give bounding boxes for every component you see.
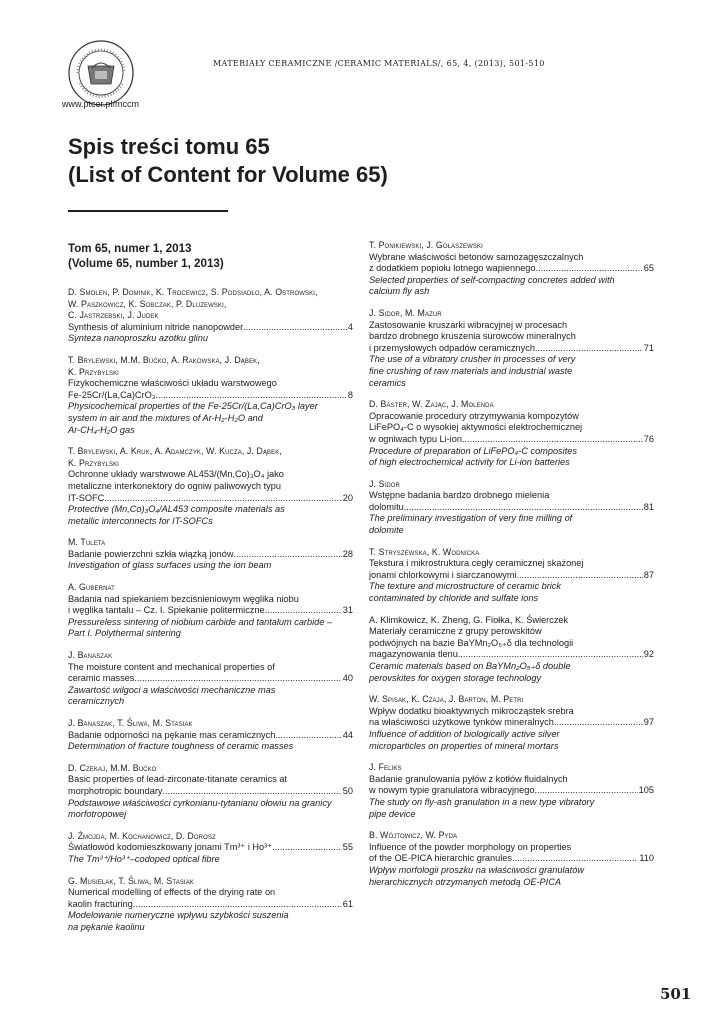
entry-title-line: Wybrane właściwości betonów samozagęszczalnych — [369, 251, 584, 262]
entry-page-number[interactable]: 40 — [342, 673, 353, 684]
entry-authors: W. Paszkowicz, K. Sobczak, P. Dluzewski, — [68, 298, 227, 309]
journal-url[interactable]: www.ptcer.pl/mccm — [62, 99, 140, 109]
toc-entry[interactable] — [68, 537, 353, 572]
entry-translated-title: ceramics — [369, 377, 406, 388]
volume-heading-line-2: (Volume 65, number 1, 2013) — [68, 257, 224, 270]
toc-entry[interactable] — [369, 547, 654, 605]
entry-title-text: Badanie powierzchni szkła wiązką jonów — [68, 548, 234, 559]
entry-translated-title: Podstawowe właściwości cyrkonianu-tytanianu ołowiu na granicy — [68, 797, 332, 808]
entry-title-line — [68, 899, 353, 911]
entry-title-line: Zastosowanie kruszarki wibracyjnej w procesach — [369, 319, 568, 330]
title-line-2: (List of Content for Volume 65) — [68, 162, 388, 187]
entry-translated-title: The texture and microstructure of ceramic brick — [369, 581, 561, 592]
toc-entry[interactable] — [68, 355, 353, 436]
entry-authors: T. Ponikiewski, J. Gołaszewski — [369, 240, 483, 250]
entry-translated-title: pipe device — [369, 808, 416, 819]
entry-authors: J. Sidor — [369, 478, 400, 489]
entry-title-text: morphotropic boundary — [68, 785, 163, 796]
toc-right-column — [369, 240, 654, 898]
entry-title-text: Synthesis of aluminium nitride nanopowder — [68, 321, 244, 332]
entry-title-line — [369, 502, 654, 514]
entry-title-line: Badania nad spiekaniem bezciśnieniowym węglika niobu — [68, 593, 299, 604]
entry-page-number[interactable]: 31 — [342, 605, 353, 616]
leader-dots — [155, 390, 346, 402]
entry-page-number[interactable]: 76 — [643, 433, 654, 444]
leader-dots — [265, 605, 342, 617]
entry-title-line: Fizykochemiczne właściwości układu warstwowego — [68, 378, 277, 389]
entry-authors: K. Przybylski — [68, 457, 119, 468]
entry-authors: D. Smolen, P. Dominik, K. Trocewicz, S. Podsiadło, A. Ostrowski, — [68, 287, 318, 297]
entry-title-text: IT-SOFC — [68, 492, 105, 503]
entry-title-text: z dodatkiem popiołu lotnego wapiennego — [369, 263, 536, 274]
leader-dots — [134, 673, 341, 685]
toc-entry[interactable] — [369, 762, 654, 820]
entry-translated-title: Zawartość wilgoci a właściwości mechaniczne mas — [68, 684, 276, 695]
entry-authors: J. Feliks — [369, 762, 402, 773]
page-title — [68, 133, 388, 189]
entry-title-line — [369, 263, 654, 275]
entry-title-line — [369, 717, 654, 729]
entry-page-number[interactable]: 87 — [643, 569, 654, 580]
toc-entry[interactable] — [369, 615, 654, 685]
entry-translated-title: Wpływ morfologii proszku na właściwości granulatów — [369, 864, 584, 875]
toc-entry[interactable] — [68, 831, 353, 866]
volume-heading-line-1: Tom 65, numer 1, 2013 — [68, 242, 192, 255]
entry-page-number[interactable]: 28 — [342, 548, 353, 559]
entry-translated-title: na pękanie kaolinu — [68, 921, 145, 932]
entry-page-number[interactable]: 92 — [643, 649, 654, 660]
entry-title-text: Fe-25Cr/(La,Ca)CrO₃ — [68, 389, 156, 400]
entry-authors: J. Banaszak, T. Śliwa, M. Stasiak — [68, 718, 193, 728]
entry-title-line — [369, 853, 654, 865]
entry-title-line — [68, 493, 353, 505]
leader-dots — [512, 853, 638, 865]
entry-title-line: LiFePO₄-C o wysokiej aktywności elektrochemicznej — [369, 422, 583, 433]
entry-title-line — [68, 390, 353, 402]
leader-dots — [233, 549, 341, 561]
entry-title-line: Ochronne układy warstwowe AL453/(Mn,Co)₃O₄ jako — [68, 469, 284, 480]
entry-title-text: dolomitu — [369, 501, 404, 512]
leader-dots — [162, 786, 341, 798]
entry-title-line: Basic properties of lead-zirconate-titanate ceramics at — [68, 774, 288, 785]
entry-translated-title: morfotropowej — [68, 809, 127, 820]
leader-dots — [458, 649, 643, 661]
entry-title-text: i węglika tantalu – Cz. I. Spiekanie politermiczne — [68, 605, 265, 616]
toc-left-list — [68, 287, 353, 934]
entry-translated-title: The use of a vibratory crusher in processes of very — [369, 354, 576, 365]
entry-title-line — [369, 649, 654, 661]
leader-dots — [243, 322, 347, 334]
entry-translated-title: Synteza nanoproszku azotku glinu — [68, 333, 208, 344]
entry-page-number[interactable]: 50 — [342, 785, 353, 796]
entry-authors: J. Banaszak — [68, 650, 113, 661]
entry-page-number[interactable]: 4 — [347, 321, 353, 332]
entry-title-text: Światłowód kodomieszkowany jonami Tm³⁺ i Ho³⁺ — [68, 842, 273, 853]
entry-title-line: Numerical modelling of effects of the drying rate on — [68, 887, 276, 898]
entry-page-number[interactable]: 71 — [643, 342, 654, 353]
entry-translated-title: Investigation of glass surfaces using the ion beam — [68, 560, 272, 571]
entry-authors: A. Gubernat — [68, 582, 115, 593]
entry-translated-title: The Tm³⁺/Ho³⁺–codoped optical fibre — [68, 853, 220, 864]
entry-title-text: of the OE-PICA hierarchic granules — [369, 853, 512, 864]
entry-translated-title: Ar-CH₄-H₂O gas — [68, 424, 135, 435]
toc-entry[interactable] — [68, 287, 353, 345]
page-number: 501 — [660, 985, 692, 1003]
leader-dots — [535, 343, 643, 355]
entry-translated-title: system in air and the mixtures of Ar-H₂-H₂O and — [68, 412, 263, 423]
entry-translated-title: Physicochemical properties of the Fe-25Cr/(La,Ca)CrO₃ layer — [68, 401, 318, 412]
entry-translated-title: of high electrochemical activity for Li-ion batteries — [369, 457, 570, 468]
toc-entry[interactable] — [369, 399, 654, 469]
entry-title-line — [68, 605, 353, 617]
entry-authors: W. Spisak, K. Czaja, J. Barton, M. Petri — [369, 694, 524, 705]
toc-entry[interactable] — [68, 446, 353, 527]
entry-title-line — [369, 434, 654, 446]
entry-translated-title: Selected properties of self-compacting concretes added with — [369, 274, 615, 285]
entry-title-line — [369, 570, 654, 582]
entry-translated-title: dolomite — [369, 525, 404, 536]
title-rule — [68, 210, 228, 212]
toc-entry[interactable] — [369, 240, 654, 298]
entry-translated-title: Influence of addition of biologically active silver — [369, 728, 560, 739]
entry-title-line: Wpływ dodatku bioaktywnych mikrocząstek srebra — [369, 705, 574, 716]
leader-dots — [536, 263, 643, 275]
entry-title-line — [68, 786, 353, 798]
entry-title-line — [68, 322, 353, 334]
entry-translated-title: fine crushing of raw materials and industrial waste — [369, 365, 573, 376]
toc-entry[interactable] — [68, 876, 353, 934]
entry-translated-title: calcium fly ash — [369, 286, 430, 297]
entry-translated-title: hierarchicznych otrzymanych metodą OE-PICA — [369, 876, 561, 887]
entry-authors: B. Wójtowicz, W. Pyda — [369, 830, 458, 841]
entry-title-text: jonami chlorkowymi i siarczanowymi — [369, 569, 517, 580]
entry-translated-title: metallic interconnects for IT-SOFCs — [68, 515, 213, 526]
toc-entry[interactable] — [369, 694, 654, 752]
society-logo-seal — [66, 38, 136, 108]
entry-title-text: i przemysłowych odpadów ceramicznych — [369, 342, 535, 353]
toc-left-column — [68, 241, 353, 944]
society-logo — [66, 38, 136, 108]
leader-dots — [534, 785, 637, 797]
entry-authors: D. Czekaj, M.M. Bućko — [68, 762, 157, 773]
toc-entry[interactable] — [369, 830, 654, 888]
entry-translated-title: contaminated by chloride and sulfate ions — [369, 593, 539, 604]
leader-dots — [275, 730, 341, 742]
entry-page-number[interactable]: 61 — [342, 898, 353, 909]
entry-title-line — [68, 549, 353, 561]
entry-authors: J. Żmojda, M. Kochanowicz, D. Dorosz — [68, 830, 216, 841]
toc-entry[interactable] — [369, 308, 654, 389]
entry-translated-title: microparticles on properties of mineral mortars — [369, 740, 559, 751]
leader-dots — [462, 434, 643, 446]
entry-translated-title: ceramicznych — [68, 696, 125, 707]
entry-title-text: w nowym typie granulatora wibracyjnego — [369, 785, 535, 796]
entry-translated-title: The study on fly-ash granulation in a new type vibratory — [369, 796, 595, 807]
entry-translated-title: Modelowanie numeryczne wpływu szybkości suszenia — [68, 910, 289, 921]
leader-dots — [517, 570, 643, 582]
entry-authors: T. Stryszewska, K. Wodnicka — [369, 546, 480, 557]
entry-authors: K. Przybylski — [68, 366, 119, 377]
entry-page-number[interactable]: 55 — [342, 842, 353, 853]
entry-title-line: Badanie granulowania pyłów z kotłów fluidalnych — [369, 773, 568, 784]
entry-authors: D. Baster, W. Zając, J. Molenda — [369, 399, 494, 410]
entry-title-text: na właściwości użytkowe tynków mineralnych — [369, 717, 554, 728]
entry-title-line — [369, 785, 654, 797]
leader-dots — [404, 502, 643, 514]
entry-page-number[interactable]: 44 — [342, 729, 353, 740]
entry-title-line — [68, 842, 353, 854]
leader-dots — [554, 717, 643, 729]
entry-page-number[interactable]: 8 — [347, 389, 353, 400]
entry-authors: A. Klimkowicz, K. Zheng, G. Fiołka, K. Świerczek — [369, 614, 569, 625]
entry-title-text: ceramic masses — [68, 673, 135, 684]
entry-translated-title: Protective (Mn,Co)₃O₄/AL453 composite materials as — [68, 504, 285, 515]
toc-entry[interactable] — [68, 718, 353, 753]
title-line-1: Spis treści tomu 65 — [68, 134, 270, 159]
entry-authors: T. Brylewski, A. Kruk, A. Adamczyk, W. Kucza, J. Dąbek, — [68, 446, 282, 457]
entry-page-number[interactable]: 110 — [639, 853, 654, 864]
entry-title-text: kaolin fracturing — [68, 898, 133, 909]
entry-title-text: Badanie odporności na pękanie mas ceramicznych — [68, 729, 276, 740]
toc-entry[interactable] — [68, 582, 353, 640]
entry-page-number[interactable]: 81 — [643, 501, 654, 512]
entry-title-line: Influence of the powder morphology on properties — [369, 841, 572, 852]
entry-title-line: metaliczne interkonektory do ogniw paliwowych typu — [68, 480, 281, 491]
entry-authors: M. Tuleta — [68, 537, 106, 548]
entry-title-line: Materiały ceramiczne z grupy perowskitów — [369, 626, 542, 637]
toc-entry[interactable] — [369, 479, 654, 537]
entry-title-line — [68, 673, 353, 685]
entry-authors: T. Brylewski, M.M. Bućko, A. Rakowska, J. Dąbek, — [68, 354, 260, 365]
entry-translated-title: Pressureless sintering of niobium carbide and tantalum carbide – — [68, 616, 333, 627]
entry-title-text: magazynowania tlenu — [369, 649, 458, 660]
entry-title-line — [68, 730, 353, 742]
entry-title-line — [369, 343, 654, 355]
entry-translated-title: Determination of fracture toughness of ceramic masses — [68, 741, 294, 752]
entry-title-line: Tekstura i mikrostruktura cegły ceramicznej skażonej — [369, 558, 584, 569]
volume-heading — [68, 241, 353, 271]
entry-translated-title: perovskites for oxygen storage technology — [369, 672, 542, 683]
entry-title-text: w ogniwach typu Li-ion — [369, 433, 462, 444]
leader-dots — [133, 899, 342, 911]
entry-title-line: podwójnych na bazie BaYMn₂O₅₊δ dla technologii — [369, 637, 574, 648]
entry-title-line: Opracowanie procedury otrzymywania kompozytów — [369, 410, 579, 421]
entry-title-line: Wstępne badania bardzo drobnego mielenia — [369, 490, 550, 501]
leader-dots — [272, 842, 342, 854]
entry-authors: J. Sidor, M. Mazur — [369, 307, 442, 318]
toc-right-list — [369, 240, 654, 888]
toc-entry[interactable] — [68, 650, 353, 708]
entry-authors: G. Musielak, T. Śliwa, M. Stasiak — [68, 875, 194, 886]
entry-translated-title: Ceramic materials based on BaYMn₂O₅₊δ double — [369, 661, 571, 671]
toc-entry[interactable] — [68, 763, 353, 821]
entry-title-line: The moisture content and mechanical properties of — [68, 661, 275, 672]
running-head: MATERIAŁY CERAMICZNE /CERAMIC MATERIALS/, 65, 4, (2013), 501-510 — [213, 59, 545, 68]
leader-dots — [104, 493, 342, 505]
entry-translated-title: The preliminary investigation of very fine milling of — [369, 513, 573, 524]
entry-translated-title: Procedure of preparation of LiFePO₄-C composites — [369, 445, 577, 456]
entry-page-number[interactable]: 20 — [342, 492, 353, 503]
entry-title-line: bardzo drobnego kruszenia surowców mineralnych — [369, 331, 576, 342]
entry-page-number[interactable]: 65 — [643, 263, 654, 274]
entry-translated-title: Part I. Polythermal sintering — [68, 628, 181, 639]
entry-authors: C. Jastrzebski, J. Judek — [68, 310, 159, 321]
entry-page-number[interactable]: 105 — [638, 785, 654, 796]
entry-page-number[interactable]: 97 — [643, 717, 654, 728]
